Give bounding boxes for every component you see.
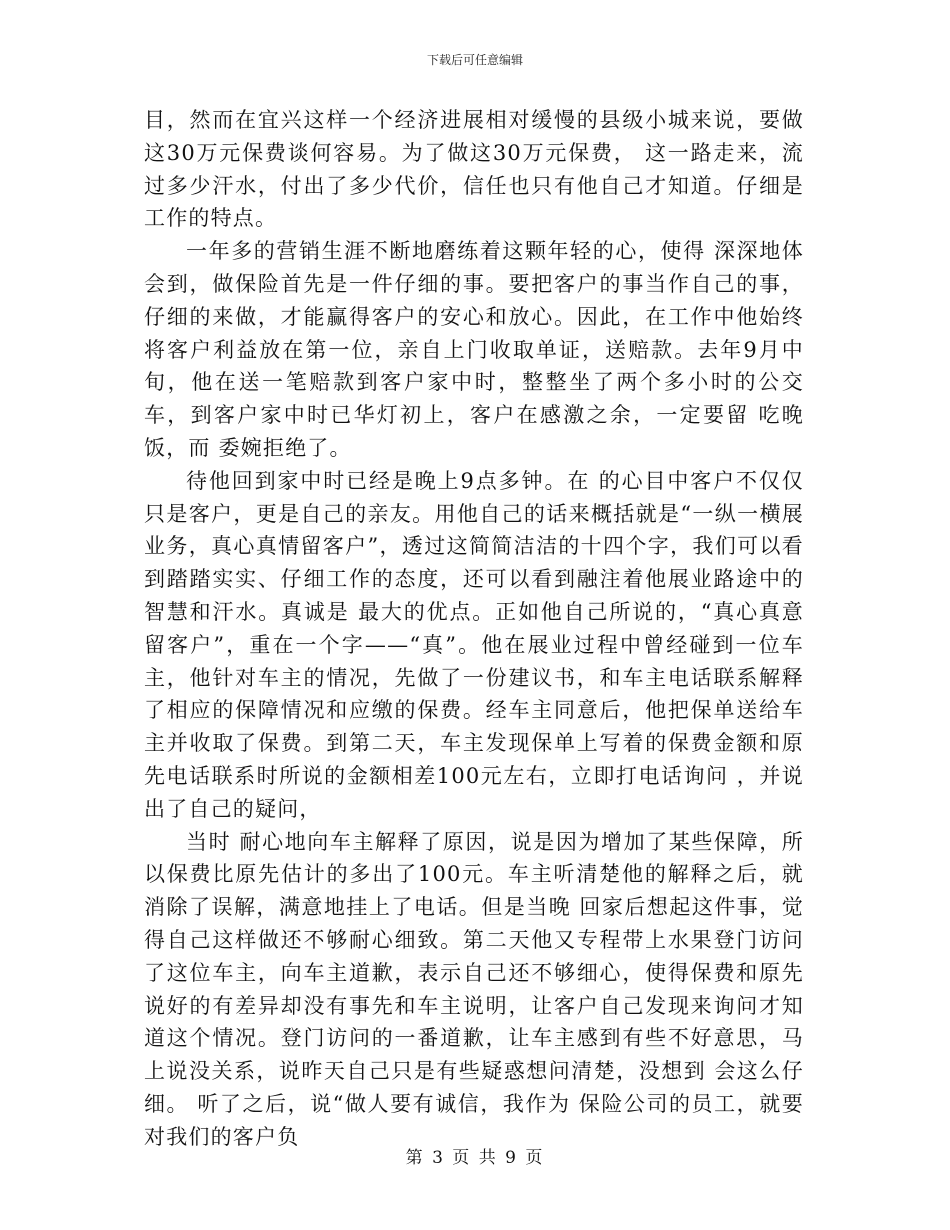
paragraph-4: 当时 耐心地向车主解释了原因，说是因为增加了某些保障，所以保费比原先估计的多出了100元。车主听清楚他的解释之后，就消除了误解，满意地挂上了电话。但是当晚 回家后想起这件事，觉得自己这样做还不够耐心细致。第二天他又专程带上水果登门访问了这位车主，向车主道歉，表示自己还不够细心，使得保费和原先说好的有差异却没有事先和车主说明，让客户自己发现来询问才知道这个情况。登门访问的一番道歉，让车主感到有些不好意思，马上说没关系，说昨天自己只是有些疑惑想问清楚，没想到 会这么仔细。 听了之后，说“做人要有诚信，我作为 保险公司的员工，就要对我们的客户负 <box>144 829 804 1149</box>
paragraph-1: 目，然而在宜兴这样一个经济进展相对缓慢的县级小城来说，要做这30万元保费谈何容易。为了做这30万元保费， 这一路走来，流过多少汗水，付出了多少代价，信任也只有他自己才知道。仔细是 工作的特点。 <box>144 108 804 231</box>
page-header: 下载后可任意编辑 <box>426 53 523 67</box>
document-body <box>144 104 804 1154</box>
paragraph-2: 一年多的营销生涯不断地磨练着这颗年轻的心，使得 深深地体会到，做保险首先是一件仔细的事。要把客户的事当作自己的事，仔细的来做，才能赢得客户的安心和放心。因此，在工作中他始终将客户利益放在第一位，亲自上门收取单证，送赔款。去年9月中旬，他在送一笔赔款到客户家中时，整整坐了两个多小时的公交车，到客户家中时已华灯初上，客户在感激之余，一定要留 吃晚饭，而 委婉拒绝了。 <box>144 239 804 460</box>
page-number-footer: 第 3 页 共 9 页 <box>405 1148 545 1168</box>
paragraph-3: 待他回到家中时已经是晚上9点多钟。在 的心目中客户不仅仅只是客户，更是自己的亲友。用他自己的话来概括就是“一纵一横展业务，真心真情留客户”，透过这简简洁洁的十四个字，我们可以看到踏踏实实、仔细工作的态度，还可以看到融注着他展业路途中的智慧和汗水。真诚是 最大的优点。正如他自己所说的，“真心真意留客户”，重在一个字——“真”。他在展业过程中曾经碰到一位车主，他针对车主的情况，先做了一份建议书，和车主电话联系解释了相应的保障情况和应缴的保费。经车主同意后，他把保单送给车主并收取了保费。到第二天，车主发现保单上写着的保费金额和原先电话联系时所说的金额相差100元左右，立即打电话询问 ，并说出了自己的疑问， <box>144 468 804 821</box>
